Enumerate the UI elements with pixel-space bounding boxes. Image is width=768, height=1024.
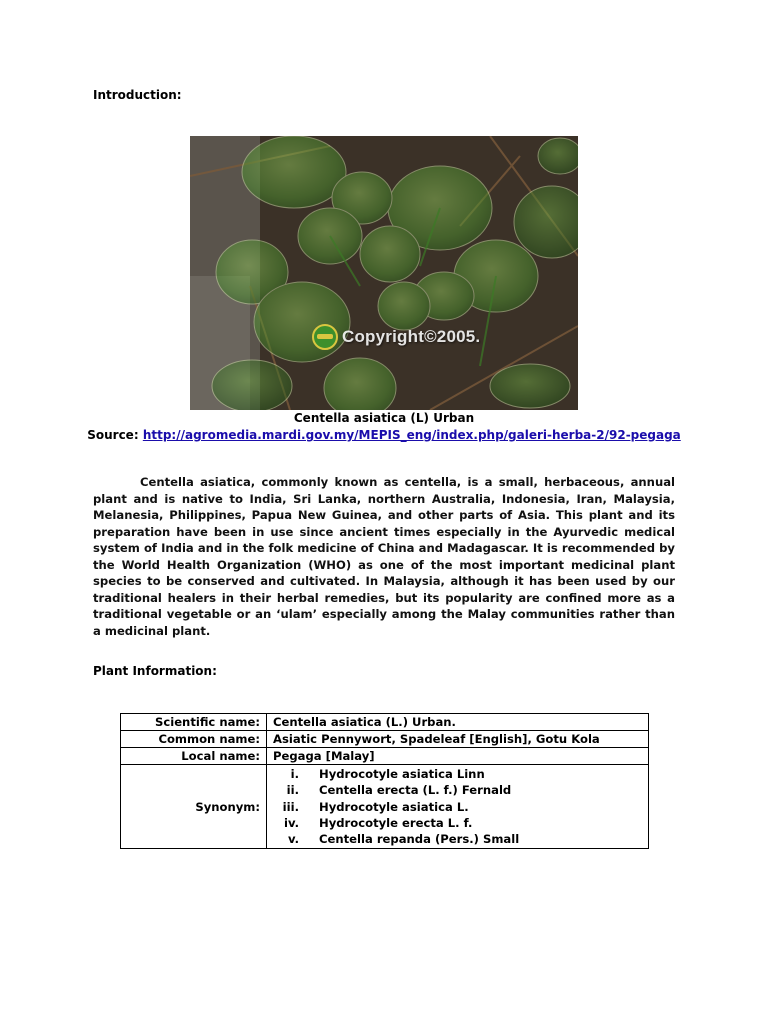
introduction-heading: Introduction: — [93, 88, 182, 102]
mardi-logo-icon — [312, 324, 338, 350]
list-item — [273, 799, 642, 815]
source-link[interactable]: http://agromedia.mardi.gov.my/MEPIS_eng/index.php/galeri-herba-2/92-pegaga — [142, 428, 681, 442]
synonym-list — [273, 766, 642, 847]
table-row — [121, 748, 649, 765]
common-name-label: Common name: — [121, 731, 267, 748]
synonym-text: Hydrocotyle asiatica Linn — [319, 767, 485, 781]
synonym-number: ii. — [286, 783, 299, 798]
source-label: Source: — [87, 428, 139, 442]
figure-caption: Centella asiatica (L) Urban — [293, 411, 475, 425]
synonym-text: Centella repanda (Pers.) Small — [319, 832, 520, 847]
scientific-name-value: Centella asiatica (L.) Urban. — [267, 714, 649, 731]
plant-information-heading: Plant Information: — [93, 664, 217, 678]
common-name-value: Asiatic Pennywort, Spadeleaf [English], Gotu Kola — [267, 731, 649, 748]
list-item — [273, 815, 642, 831]
table-row — [121, 765, 649, 849]
synonym-number: v. — [287, 832, 299, 847]
synonym-cell — [267, 765, 649, 849]
synonym-number: i. — [290, 767, 299, 781]
scientific-name-label: Scientific name: — [121, 714, 267, 731]
local-name-label: Local name: — [121, 748, 267, 765]
synonym-number: iii. — [282, 799, 299, 814]
table-row — [121, 731, 649, 748]
list-item — [273, 782, 642, 798]
plant-photo — [190, 136, 578, 410]
list-item — [273, 831, 642, 847]
synonym-label: Synonym: — [121, 765, 267, 849]
introduction-paragraph: Centella asiatica, commonly known as centella, is a small, herbaceous, annual plant and is native to India, Sri Lanka, northern Australia, Indonesia, Iran, Malaysia, Melanesia, Philippines, Papua New Guinea, and other parts of Asia. This plant and its preparation have been in use since ancient times especially in the Ayurvedic medical system of India and in the folk medicine of China and Madagascar. It is recommended by the World Health Organization (WHO) as one of the most important medicinal plant species to be conserved and cultivated. In Malaysia, although it has been used by our traditional healers in their herbal remedies, but its popularity are confined more as a traditional vegetable or an ‘ulam’ especially among the Malay communities rather than a medicinal plant. — [93, 475, 675, 638]
plant-information-table — [120, 713, 649, 849]
synonym-text: Centella erecta (L. f.) Fernald — [319, 783, 512, 798]
synonym-text: Hydrocotyle asiatica L. — [319, 799, 469, 814]
synonym-number: iv. — [284, 815, 299, 830]
watermark-text: Copyright©2005. — [342, 327, 481, 346]
copyright-watermark — [312, 324, 480, 350]
list-item — [273, 766, 642, 782]
local-name-value: Pegaga [Malay] — [267, 748, 649, 765]
figure-source — [0, 428, 768, 442]
plant-photo-illustration — [190, 136, 578, 410]
synonym-text: Hydrocotyle erecta L. f. — [319, 815, 473, 830]
table-row — [121, 714, 649, 731]
